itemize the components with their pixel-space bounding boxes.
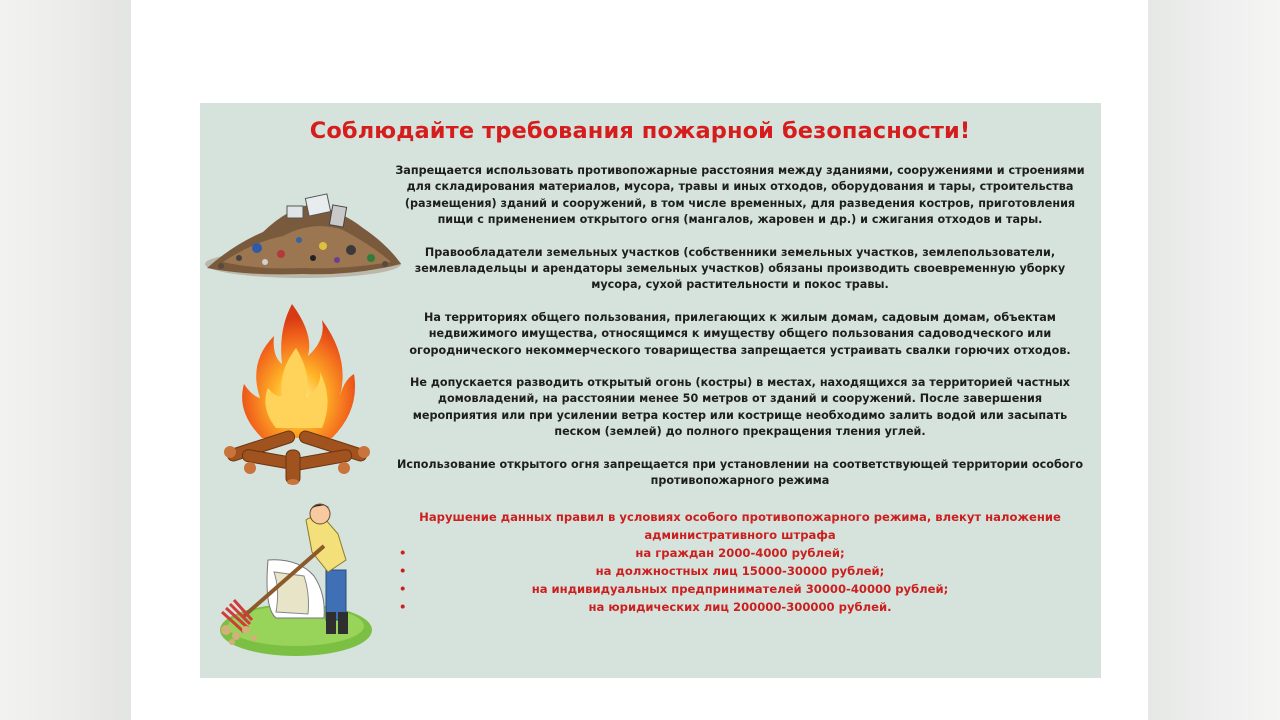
fine-text: на граждан 2000-4000 рублей; [635,545,845,560]
blurred-backdrop-left [0,0,131,720]
man-raking-leaves-illustration [214,500,374,660]
blurred-backdrop-right [1148,0,1280,720]
fine-text: на юридических лиц 200000-300000 рублей. [588,599,892,614]
fines-intro: Нарушение данных правил в условиях особого противопожарного режима, влекут наложение административного штрафа [419,509,1061,542]
bullet-marker: • [399,599,407,614]
poster-title: Соблюдайте требования пожарной безопасности! [309,118,971,144]
fine-item-officials [395,562,1085,580]
rule-paragraph-1: Запрещается использовать противопожарные расстояния между зданиями, сооружениями и строениями для складирования материалов, мусора, травы и иных отходов, оборудования и тары, строительства (размещения) зданий и сооружений, в том числе временных, для разведения костров, приготовления пищи с применением открытого огня (мангалов, жаровен и др.) и сжигания отходов и тары. [395,164,1085,227]
rule-paragraph-4: Не допускается разводить открытый огонь (костры) в местах, находящихся за территорией частных домовладений, на расстоянии менее 50 метров от зданий и сооружений. После завершения мероприятия или при усилении ветра костер или кострище необходимо залить водой или засыпать песком (землей) до полного прекращения тления углей. [410,376,1070,439]
fine-item-legal-entities [395,598,1085,616]
rule-paragraph-3: На территориях общего пользования, прилегающих к жилым домам, садовым домам, объектам недвижимого имущества, относящимся к имуществу общего пользования садоводческого или огороднического некоммерческого товарищества запрещается устраивать свалки горючих отходов. [409,310,1071,357]
bullet-marker: • [399,581,407,596]
fine-text: на индивидуальных предпринимателей 30000-40000 рублей; [531,581,949,596]
fine-text: на должностных лиц 15000-30000 рублей; [595,563,885,578]
bullet-marker: • [399,563,407,578]
rule-paragraph-5: Использование открытого огня запрещается при установлении на соответствующей территории особого противопожарного режима [396,457,1084,488]
poster-text-column [395,163,1085,616]
campfire-illustration [222,300,372,485]
fine-item-citizens [395,544,1085,562]
fine-item-entrepreneurs [395,580,1085,598]
bullet-marker: • [399,545,407,560]
fines-list [395,544,1085,616]
garbage-pile-illustration [203,190,403,282]
rule-paragraph-2: Правообладатели земельных участков (собственники земельных участков, землепользователи, землевладельцы и арендаторы земельных участков) обязаны производить своевременную уборку мусора, сухой растительности и покос травы. [414,245,1066,292]
